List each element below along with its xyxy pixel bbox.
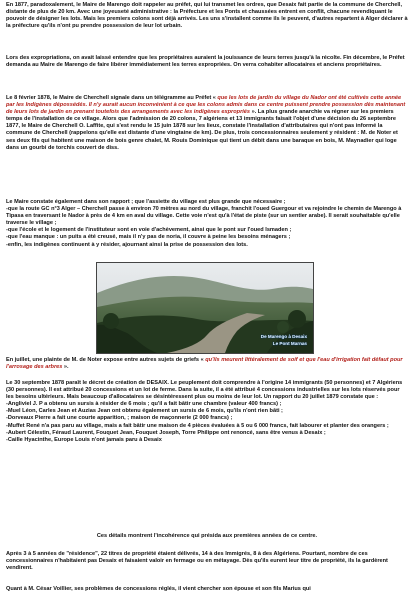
settler-item: -Muffet René n'a pas paru au village, mais a fait bâtir une maison de 4 pièces évaluées à 5 ou 6 000 francs, fait labourer et planter des orangers ; (6, 422, 389, 429)
paragraph-incoherence: Ces détails montrent l'incohérence qui présida aux premières années de ce centre. (96, 533, 318, 539)
report-item: -que la route GC n°3 Alger – Cherchell passe à environ 70 mètres au nord du village, franchit l'oued Guergour et va rejoindre le chemin de Marengo à Tipasa en traversant le Nador à près de 4 km en aval du village. Cette voie n'est qu'à l'état de piste (sur un sentier arabe). Il serait souhaitable qu'elle traverse le village ; (6, 206, 402, 227)
paragraph-expropriations: Lors des expropriations, on avait laissé entendre que les propriétaires auraient la jouissance de leurs terres jusqu'à la récolte. Fin décembre, le Préfet demanda au Maire de Marengo de faire libérer immédiatement les terres expropriées. On verra cohabiter allocataires et anciens propriétaires. (6, 55, 405, 69)
paragraph-cesar-voillier: Quant à M. César Voillier, ses problèmes de concessions réglés, il vient chercher son épouse et son fils Marius qui (6, 586, 311, 592)
paragraph-mayor-report (6, 199, 408, 249)
report-item: -enfin, les indigènes continuent à y résider, ajournant ainsi la prise de possession des lots. (6, 241, 248, 248)
photo-caption-line-1: De Marengo à Desaix (260, 334, 307, 339)
settler-item: -Caille Hyacinthe, Europe Louis n'ont jamais paru à Desaix (6, 436, 162, 443)
report-item: -que l'eau manque : un puits a été creusé, mais il n'y pas de noria, il couvre à peine les besoins ménagers ; (6, 234, 291, 241)
report-item: -que l'école et le logement de l'instituteur sont en voie d'achèvement, ainsi que le pont sur l'oued Ismaden ; (6, 227, 292, 234)
paragraph-1877: En 1877, paradoxalement, le Maire de Marengo doit rappeler au préfet, qui lui transmet les ordres, que Desaix fait partie de la commune de Cherchell, distante de plus de 20 km. Avec une joyeuseté administrative : la Préfecture et les Ponts et chaussées entrent en conflit, chacune revendiquant le pouvoir de désigner les lots. Mais les premiers colons sont déjà arrivés. Les uns s'installent comme ils le peuvent, d'autres repartent à Alger déclarer à la préfecture qu'ils n'ont pu prendre possession de leur lot urbain. (6, 2, 408, 30)
settler-item: -Aubert Célestin, Féraud Laurent, Fouquet Jean, Fouquet Joseph, Torre Philippe ont renoncé, sans être venus à Desaix ; (6, 429, 326, 436)
telegram-quote: que les lots de jardin du village du Nador ont été cultivés cette année par les Indigènes dépossédés. Il n'y aurait aucun inconvénient à ce que les colons admis dans ce centre puissent prendre possession dès maintenant de leurs lots de jardin en prenant toutefois des arrangements avec les indigènes expropriés (6, 95, 406, 116)
settler-item: -Angliviel J. P a obtenu un sursis à résider de 6 mois ; qu'il a fait bâtir une chambre (valeur 400 francs) ; (6, 401, 282, 408)
road-photo (96, 262, 314, 354)
complaint-intro: En juillet, une plainte de M. de Noter expose entre autres sujets de griefs « (6, 357, 206, 363)
paragraph-desaix-decree (6, 380, 408, 444)
telegram-intro: Le 8 février 1878, le Maire de Cherchell signale dans un télégramme au Préfet « (6, 95, 218, 101)
settler-item: -Muel Léon, Carles Jean et Auzias Jean ont obtenu également un sursis de 6 mois, qu'ils n'ont rien bâti ; (6, 408, 283, 415)
decree-intro: Le 30 septembre 1878 paraît le décret de création de DESAIX. Le peuplement doit comprendre à l'origine 14 immigrants (50 personnes) et 7 Algériens (30 personnes). Il est attribué 20 concessions et un lot de ferme. Dans la suite, il a été attribué 4 concessions industrielles sur les lots réservés pour les besoins ultérieurs. Mais beaucoup d'allocataires se désintéressent plus ou moins de leur lot. Un rapport du 20 juillet 1879 constate que : (6, 380, 403, 401)
settler-item: -Dorveaux Pierre a fait une courte apparition, ; maison de maçonnerie (2 000 francs) ; (6, 415, 233, 422)
landscape-photo-image (97, 263, 313, 353)
photo-caption-line-2: Le Pont Marnas (272, 341, 307, 346)
paragraph-telegram-1878 (6, 95, 408, 152)
telegram-rest: ». La plus grande anarchie va régner sur les premiers temps de l'installation de ce village. Alors que l'admission de 20 colons, 7 algériens et 13 immigrants faisait l'objet d'une décision du 26 septembre 1877, le Maire de Cherchell O. Laffite, qui s'est rendu le 15 juin 1878 sur les lieux, constate l'installation d'attributaires qui n'ont pas informé la commune de Cherchell (rappelons qu'elle est distante d'une vingtaine de km). De plus, trois concessionnaires seulement y résident : M. de Noter et ses deux fils qui habitent une maison de bois genre chalet, M. Rouis Dominique qui tient un débit dans une baraque en bois, M. Maynadier qui loge dans un gourbi de torchis couvert de diss. (6, 109, 398, 151)
complaint-quote: qu'ils meurent littéralement de soif et que l'eau d'irrigation fait défaut pour l'arrosage des arbres (6, 357, 403, 371)
report-intro: Le Maire constate également dans son rapport ; que l'assiette du village est plus grande que nécessaire ; (6, 199, 286, 205)
paragraph-property-titles: Après 3 à 5 années de "résidence", 22 titres de propriété étaient délivrés, 14 à des Immigrés, 8 à des Algériens. Pourtant, nombre de ces concessionnaires n'habitaient pas Desaix et faisaient valoir en fermage ou en métayage. Dès qu'ils eurent leur titre de propriété, ils la gardèrent vendirent. (6, 551, 388, 572)
complaint-end: ». (62, 364, 69, 371)
paragraph-noter-complaint (6, 357, 408, 371)
